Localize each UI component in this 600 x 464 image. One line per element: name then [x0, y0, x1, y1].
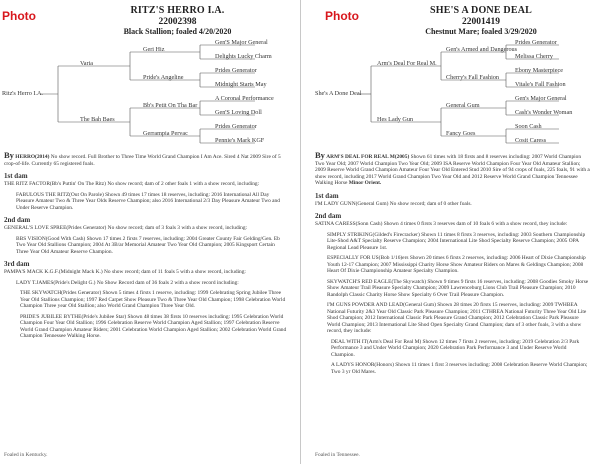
pedigree-dam-sire: General Gum — [446, 102, 480, 109]
pedigree-sire-sire: Geri Hiz — [143, 46, 165, 53]
pedigree-ancestor: Cosit Caress — [515, 137, 547, 144]
pedigree-sire: Arm's Deal For Real M. — [377, 60, 437, 67]
pedigree-ancestor: Vitale's Fall Fashion — [515, 81, 566, 88]
horse-header — [70, 6, 285, 38]
pedigree-ancestor: Gen'S Major General — [215, 39, 268, 46]
produce-record: ESPECIALLY FOR US(Bob 1/16)ers Shown 20 times 6 firsts 2 reserves, including: 2006 Heart of Dixie Championship Youth 12-17 Champion; 2007 Mississippi Charity Horse Show Amateur Riders on Mares & Geldings Champion; 2008 Heart Of Dixie Championship Amateur Specialty Champion. — [327, 255, 586, 274]
section-title: 3rd dam — [4, 260, 30, 268]
pedigree-sire-dam: Cherry's Fall Fashion — [446, 74, 500, 81]
horse-description: Black Stallion; foaled 4/20/2020 — [123, 27, 232, 36]
produce-record: DEAL WITH IT(Arm's Deal For Real M) Shown 12 times 7 firsts 2 reserves, including: 2019 Celebration 2/3 Park Performance 3 and Under World Champion; 2020 Celebration Park Performance 3 and Under Reserve World Champion. — [331, 338, 580, 358]
registration-number: 22002398 — [158, 16, 197, 27]
pedigree-ancestor: Soon Cash — [515, 123, 542, 130]
pedigree-dam-dam: Gerrampia Pervac — [143, 130, 188, 137]
section-title: 1st dam — [4, 172, 28, 180]
pedigree-sire-sire: Gen's Armed and Dangerous — [446, 46, 518, 53]
produce-record: I'M GUNS POWDER AND LEAD(General Gum) Shown 28 times 20 firsts 15 reserves, including: 2009 TWHBEA National Futurity 2&3 Year Old Classic Park Pleasure Champion; 2011 CTHREA National Futurity Three Year Old Lite Shod Champion; 2012 International Classic Park Pleasure Grand Champion; 2012 Celebration Classic Park Pleasure World Champion; 2013 International Lite Shod Open Specialty Grand Champion; dam of 3 other foals, 3 with a show record, they include: — [327, 302, 587, 334]
pedigree-chart — [301, 38, 600, 148]
sire-record-tail: Minor Orient. — [348, 180, 382, 186]
pedigree-ancestor: Melissa Cherry — [515, 53, 553, 60]
foaling-location: Foaled in Tennessee. — [315, 452, 360, 458]
pedigree-ancestor: Gen'S Loving Doll — [215, 109, 262, 116]
horse-header — [381, 6, 581, 38]
pedigree-dam: The Bah Baes — [80, 116, 115, 123]
section-title: 2nd dam — [4, 216, 31, 224]
pedigree-subject: She's A Done Deal — [315, 90, 362, 97]
pedigree-ancestor: Pennie's Mark KGF — [215, 137, 265, 144]
photo-placeholder-label: Photo — [325, 9, 359, 23]
produce-record: FABULOUS THE RITZ(Out On Parole) Shown 49 times 17 times 18 reserves, including: 2016 International All Day Pleasure Amateur Two & Three Year Olds Reserve Champion; also 2016 International 2/3 Day Pleasure Amateur Two and Under Reserve Champion. — [16, 191, 280, 211]
sire-record: Shown 61 times with 18 firsts and 8 reserves including: 2007 World Champion Two Year Old; 2007 World Champion Two Year Old; 2009 ISA Reserve World Champion Four Year Old Amateur Stallion; 2009 Reserve World Grand Champion Amateur Four Year Old Entered Stud 2010 Sire of 94 crops of foals, 225 foals, 91 with a show record, including 2017 World Grand Champion Two Year Old and 2012 Reserve World Grand Champion Tennessee Walking Horse — [315, 154, 590, 186]
pedigree-sire-dam: Pride's Angeline — [143, 74, 184, 81]
pedigree-ancestor: Prides Generator — [215, 123, 257, 130]
pedigree-subject: Ritz's Herro I.A. — [2, 90, 43, 97]
sire-reference: ARM'S DEAL FOR REAL M(2005) — [326, 154, 410, 160]
pedigree-dam-dam: Fancy Goes — [446, 130, 476, 137]
dam-record: THE RITZ FACTOR(Bb's Puttin' On The Ritz) No show record; dam of 2 other foals 1 with a show record, including: — [4, 181, 260, 187]
pedigree-ancestor: Prides Generator — [515, 39, 557, 46]
pedigree-ancestor: Ebony Masterpiece — [515, 67, 563, 74]
by-label: By — [4, 150, 14, 160]
produce-record: SIMPLY STRIKING(Gilded's Firecracker) Shown 11 times 8 firsts 3 reserves, including: 2003 Southern Championship Lite-Shod A&T Specialty Reserve Champion; 2004 International Lite Shod Specialty Reserve Champion; 2005 OPA Regional Lead Pleasure 1st. — [327, 231, 586, 251]
foaling-location: Foaled in Kentucky. — [4, 452, 48, 458]
pedigree-ancestor: Delights Lucky Charm — [215, 53, 272, 60]
pedigree-dam-sire: Bb's Petit On Tha Bar — [143, 102, 198, 109]
photo-placeholder-label: Photo — [2, 9, 36, 23]
produce-record: A LADYS HONOR(Honors) Shown 11 times 1 first 3 reserves including: 2008 Celebration Reserve World Champion; Two 3 yr Old Mares. — [331, 362, 588, 375]
pedigree-ancestor: Midnight Starts May — [215, 81, 267, 88]
pedigree-ancestor: Cash's Wonder Woman — [515, 109, 573, 116]
pedigree-dam: Hes Lady Gun — [377, 116, 414, 123]
catalog-body — [4, 152, 288, 344]
registration-number: 22001419 — [462, 16, 500, 27]
produce-record: LADY T.JAMES(Pride's Delight G.) No Show Record dam of 36 foals 2 with a show record including: — [16, 279, 239, 286]
section-title: 2nd dam — [315, 212, 342, 220]
catalog-body — [315, 152, 591, 379]
horse-name: SHE'S A DONE DEAL — [429, 5, 533, 16]
produce-record: THE SKYWATCH(Prides Generator) Shown 5 times 4 firsts 1 reserve, including: 1999 Celebrating Spring Jubilee Three Year Old Stallions Champion; 1997 Red Carpet Show Pleasure Two & Three Year Old Champion; 1998 Celebration World Champion Three year Old Stallion; also World Grand Champion Three Year Old. — [20, 290, 286, 309]
dam-record: I'M LADY GUNN(General Gum) No show record; dam of 0 other foals. — [315, 200, 472, 207]
produce-record: PRIDE'S JUBILEE BYTHE(Pride's Jubilee Star) Shown 48 times 38 firsts 10 reserves including: 1995 Celebration World Champion Four Year Old Stallion; 1996 Celebration Reserve World Champion Aged Stallion; 1997 Celebration Reserve World Grand Champion Amateur Riders; 2001 Celebration World Champion Aged Stallion; 2002 Celebration World Grand Champion Tennessee Walking Horse. — [20, 313, 287, 339]
pedigree-ancestor: Gen's Major General — [515, 95, 567, 102]
right-catalog-page — [300, 0, 600, 464]
pedigree-ancestor: A Coronal Performance — [215, 95, 274, 102]
produce-record: SKYWATCH'S RED EAGLE(The Skywatch) Shown 9 times 9 firsts 16 reserves, including: 2008 Goodies Smoky Horse Show Amateur Trail Pleasure Specialty Champion; 2009 Lawrenceburg Lions Club Trail Pleasure Champion; 2010 Randolph Classic Charity Horse Show Specialty 6 Over Trail Pleasure Champion. — [327, 278, 589, 298]
sire-reference: HERRO(2014) — [15, 154, 50, 160]
dam-record: PAMPA'S MACK K.G.F.(Midnight Mack K.) No show record; dam of 11 foals 5 with a show record, including: — [4, 269, 246, 275]
sire-intro — [315, 152, 591, 187]
by-label: By — [315, 150, 325, 160]
produce-record: BBS VISION(Good With Cash) Shown 17 times 2 firsts 7 reserves, including: 2004 Greater County Fair Gelding/Gen. Eb Two Year Old Stallions Champion; 2004 At 3B/ar Memorial Amateur Two Year Old Champion; 2005 Kingsport Certain Three Year Old Amateur Reserve Champion. — [16, 235, 280, 255]
sire-record: No show record. Full Brother to Three Time World Grand Champion I Am Ace. Sired 4 Nat 2009 Sire of 5 crop-of-life. Currently 65 registered foals. — [4, 154, 281, 167]
pedigree-sire: Varia — [80, 60, 94, 67]
pedigree-ancestor: Prides Generator — [215, 67, 257, 74]
pedigree-chart — [0, 38, 300, 148]
section-title: 1st dam — [315, 191, 339, 200]
sire-intro — [4, 152, 288, 167]
horse-description: Chestnut Mare; foaled 3/29/2020 — [425, 27, 537, 36]
dam-record: GENERAL'S LOVE SPREE(Prides Generator) No show record; dam of 3 foals 3 with a show record, including: — [4, 225, 248, 231]
dam-record: SATINA CARESS(Sonn Cash) Shown 4 times 0 firsts 3 reserves dam of 10 foals 6 with a show record, they include: — [315, 221, 568, 227]
horse-name: RITZ'S HERRO I.A. — [130, 5, 225, 16]
